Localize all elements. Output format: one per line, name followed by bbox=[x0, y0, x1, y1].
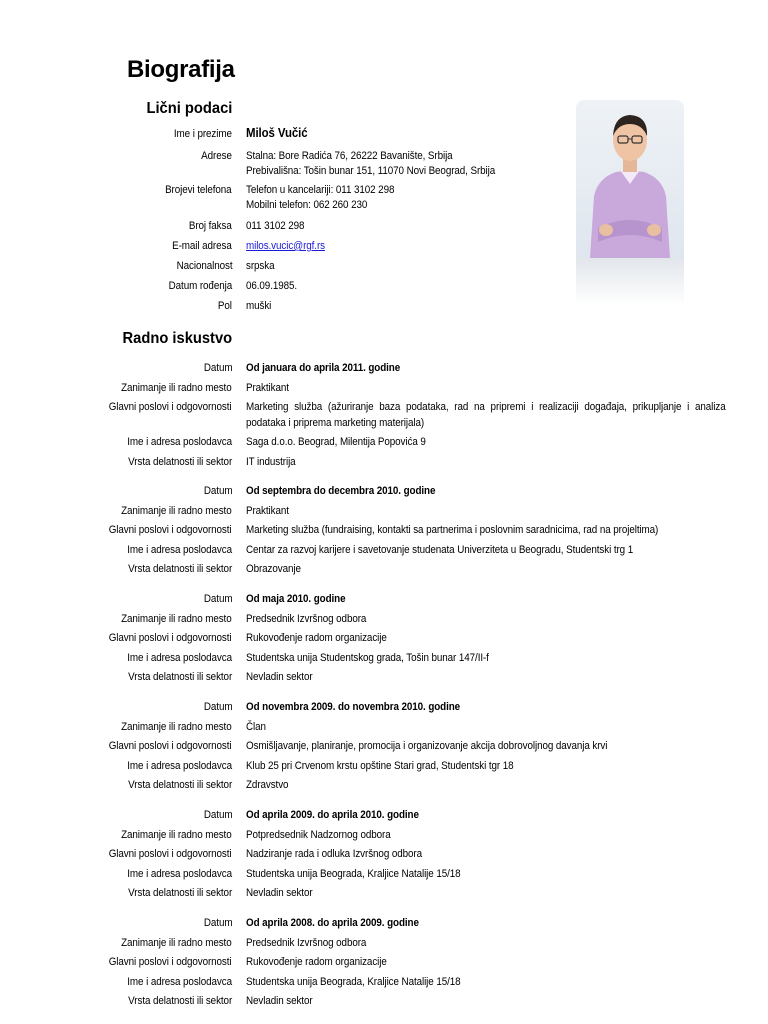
value-fax: 011 3102 298 bbox=[246, 220, 305, 232]
work-label-position: Zanimanje ili radno mesto bbox=[121, 504, 232, 517]
person-portrait-icon bbox=[576, 100, 684, 258]
work-label-sector: Vrsta delatnosti ili sektor bbox=[128, 887, 232, 900]
work-value-employer: Studentska unija Beograda, Kraljice Natalije 15/18 bbox=[246, 975, 461, 988]
value-gender: muški bbox=[246, 300, 272, 312]
work-label-employer: Ime i adresa poslodavca bbox=[127, 975, 232, 988]
work-value-date: Od novembra 2009. do novembra 2010. godine bbox=[246, 701, 461, 713]
label-address: Adrese bbox=[201, 150, 232, 162]
section-heading-work: Radno iskustvo bbox=[122, 330, 232, 347]
work-label-duties: Glavni poslovi i odgovornosti bbox=[109, 848, 232, 861]
work-value-sector: Nevladin sektor bbox=[246, 887, 313, 900]
value-address-2: Prebivališna: Tošin bunar 151, 11070 Novi Beograd, Srbija bbox=[246, 165, 496, 177]
work-label-position: Zanimanje ili radno mesto bbox=[121, 381, 232, 394]
work-value-position: Praktikant bbox=[246, 504, 289, 517]
work-label-employer: Ime i adresa poslodavca bbox=[127, 436, 232, 449]
work-value-date: Od maja 2010. godine bbox=[246, 593, 346, 605]
work-value-date: Od septembra do decembra 2010. godine bbox=[246, 485, 436, 497]
work-value-duties: Osmišljavanje, planiranje, promocija i organizovanje akcija dobrovoljnog davanja krvi bbox=[246, 740, 608, 753]
work-label-date: Datum bbox=[203, 809, 232, 821]
work-label-sector: Vrsta delatnosti ili sektor bbox=[128, 563, 232, 576]
value-address-1: Stalna: Bore Radića 76, 26222 Bavanište, Srbija bbox=[246, 150, 453, 162]
work-label-employer: Ime i adresa poslodavca bbox=[127, 759, 232, 772]
work-value-employer: Klub 25 pri Crvenom krstu opštine Stari grad, Studentski tgr 18 bbox=[246, 759, 514, 772]
work-label-date: Datum bbox=[203, 701, 232, 713]
work-value-date: Od januara do aprila 2011. godine bbox=[246, 362, 401, 374]
work-value-date: Od aprila 2009. do aprila 2010. godine bbox=[246, 809, 419, 821]
work-value-employer: Studentska unija Beograda, Kraljice Natalije 15/18 bbox=[246, 867, 461, 880]
work-value-sector: Nevladin sektor bbox=[246, 671, 313, 684]
photo-reflection bbox=[576, 258, 684, 306]
work-label-date: Datum bbox=[203, 485, 232, 497]
label-gender: Pol bbox=[218, 300, 232, 312]
section-heading-personal: Lični podaci bbox=[146, 100, 232, 117]
work-label-employer: Ime i adresa poslodavca bbox=[127, 543, 232, 556]
work-label-position: Zanimanje ili radno mesto bbox=[121, 720, 232, 733]
work-label-duties: Glavni poslovi i odgovornosti bbox=[109, 524, 232, 537]
label-nationality: Nacionalnost bbox=[176, 260, 232, 272]
work-value-position: Predsednik Izvršnog odbora bbox=[246, 936, 367, 949]
work-value-duties: Marketing služba (fundraising, kontakti sa partnerima i poslovnim saradnicima, rad na projeltima) bbox=[246, 524, 659, 537]
work-value-sector: IT industrija bbox=[246, 455, 296, 468]
work-label-employer: Ime i adresa poslodavca bbox=[127, 867, 232, 880]
work-value-sector: Nevladin sektor bbox=[246, 995, 313, 1008]
value-email bbox=[246, 239, 325, 255]
work-value-duties: Nadziranje rada i odluka Izvršnog odbora bbox=[246, 848, 422, 861]
work-label-sector: Vrsta delatnosti ili sektor bbox=[128, 995, 232, 1008]
work-value-position: Član bbox=[246, 720, 266, 733]
work-label-employer: Ime i adresa poslodavca bbox=[127, 651, 232, 664]
label-fax: Broj faksa bbox=[189, 220, 232, 232]
work-label-position: Zanimanje ili radno mesto bbox=[121, 828, 232, 841]
label-birthdate: Datum rođenja bbox=[168, 280, 232, 292]
work-label-position: Zanimanje ili radno mesto bbox=[121, 936, 232, 949]
work-label-sector: Vrsta delatnosti ili sektor bbox=[128, 779, 232, 792]
value-nationality: srpska bbox=[246, 260, 275, 272]
label-email: E-mail adresa bbox=[172, 240, 232, 252]
work-value-duties: Rukovođenje radom organizacije bbox=[246, 632, 387, 645]
work-value-position: Praktikant bbox=[246, 381, 289, 394]
work-label-position: Zanimanje ili radno mesto bbox=[121, 612, 232, 625]
value-name: Miloš Vučić bbox=[246, 125, 308, 140]
label-name: Ime i prezime bbox=[174, 128, 232, 140]
work-value-sector: Obrazovanje bbox=[246, 563, 301, 576]
work-label-date: Datum bbox=[203, 593, 232, 605]
work-label-duties: Glavni poslovi i odgovornosti bbox=[109, 401, 232, 414]
work-value-position: Potpredsednik Nadzornog odbora bbox=[246, 828, 391, 841]
work-value-position: Predsednik Izvršnog odbora bbox=[246, 612, 367, 625]
work-value-duties: Marketing služba (ažuriranje baza podataka, rad na pripremi i realizaciji događaja, prikupljanje i analiza podataka i priprema marketing materijala) bbox=[246, 401, 726, 429]
profile-photo bbox=[576, 100, 684, 258]
work-label-duties: Glavni poslovi i odgovornosti bbox=[109, 956, 232, 969]
value-phone-2: Mobilni telefon: 062 260 230 bbox=[246, 199, 368, 211]
work-value-date: Od aprila 2008. do aprila 2009. godine bbox=[246, 917, 419, 929]
work-label-sector: Vrsta delatnosti ili sektor bbox=[128, 455, 232, 468]
email-link[interactable]: milos.vucic@rgf.rs bbox=[246, 240, 325, 252]
work-value-employer: Studentska unija Studentskog grada, Tošin bunar 147/II-f bbox=[246, 651, 489, 664]
work-label-duties: Glavni poslovi i odgovornosti bbox=[109, 632, 232, 645]
work-value-employer: Saga d.o.o. Beograd, Milentija Popovića 9 bbox=[246, 436, 426, 449]
document-title: Biografija bbox=[127, 56, 235, 83]
value-phone-1: Telefon u kancelariji: 011 3102 298 bbox=[246, 184, 395, 196]
work-label-date: Datum bbox=[203, 917, 232, 929]
label-phones: Brojevi telefona bbox=[165, 184, 232, 196]
work-label-duties: Glavni poslovi i odgovornosti bbox=[109, 740, 232, 753]
work-value-duties: Rukovođenje radom organizacije bbox=[246, 956, 387, 969]
work-value-employer: Centar za razvoj karijere i savetovanje studenata Univerziteta u Beogradu, Studentski trg 1 bbox=[246, 543, 634, 556]
work-label-sector: Vrsta delatnosti ili sektor bbox=[128, 671, 232, 684]
work-value-sector: Zdravstvo bbox=[246, 779, 289, 792]
value-birthdate: 06.09.1985. bbox=[246, 280, 298, 292]
work-label-date: Datum bbox=[203, 362, 232, 374]
